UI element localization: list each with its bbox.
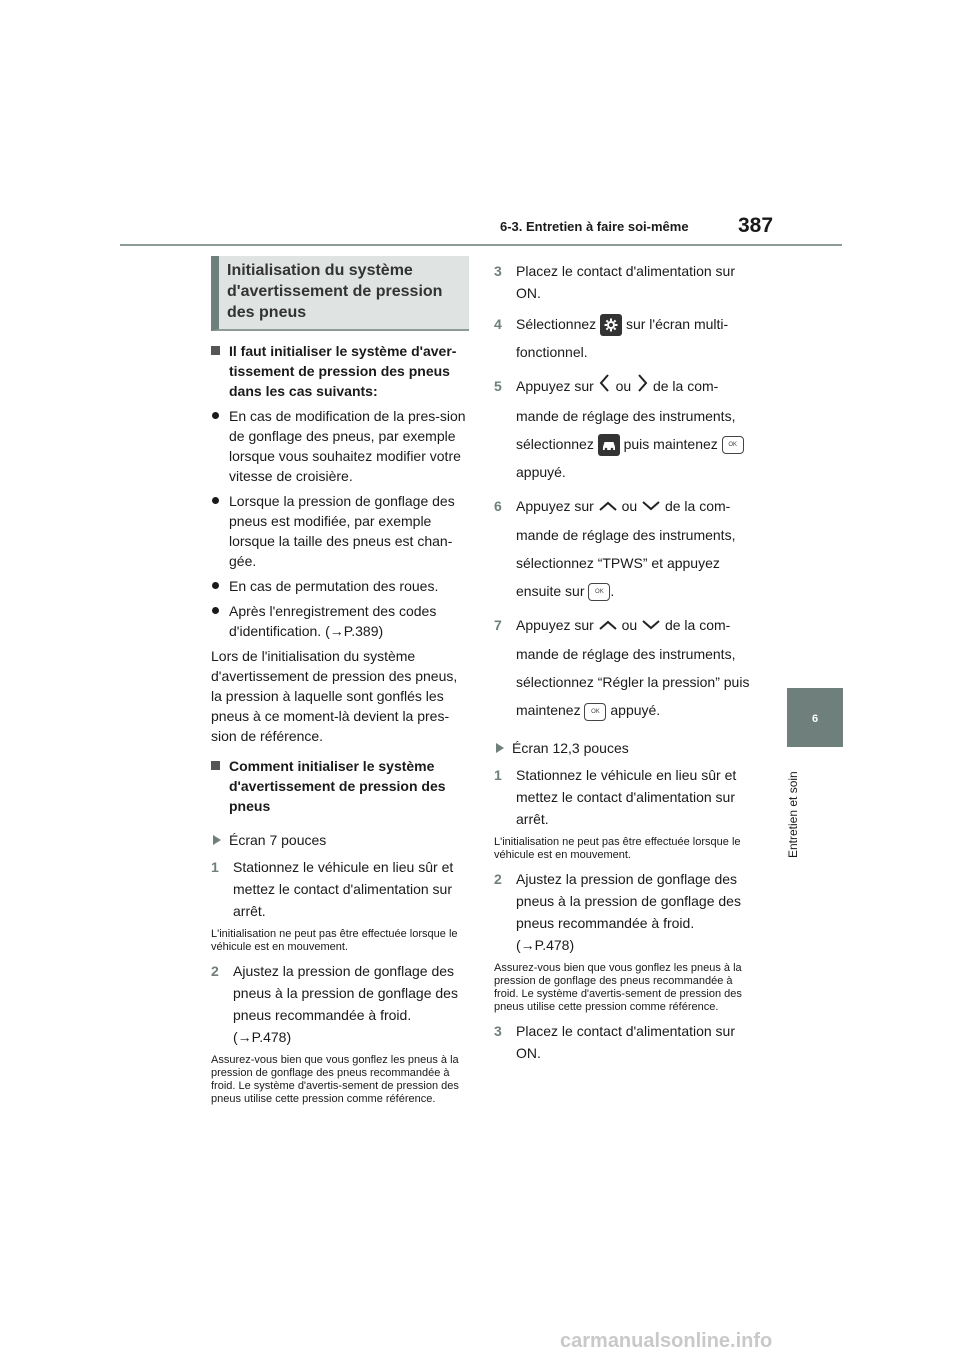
left-column (211, 256, 469, 1106)
step-text: appuyé. (516, 463, 566, 480)
step-number: 5 (494, 378, 502, 394)
square-bullet-icon (211, 761, 220, 770)
chevron-up-icon (598, 493, 618, 521)
paragraph-reference: Lors de l'initialisation du système d'avertissement de pression des pneus, la pression à laquelle sont gonflés les pneus à ce moment-là devient la pres-sion de référence. (211, 648, 458, 744)
step-2 (494, 868, 752, 956)
step-text: de la com-mande de réglage des instruments, sélectionnez (516, 378, 736, 452)
right-column (494, 254, 752, 1064)
triangle-bullet-icon (496, 743, 504, 753)
step-3 (494, 260, 752, 304)
screen-variant-12 (494, 738, 752, 758)
step-number: 3 (494, 263, 502, 279)
square-bullet-icon (211, 346, 220, 355)
step-text: Appuyez sur (516, 497, 594, 514)
chevron-down-icon (641, 493, 661, 521)
step-text: Ajustez la pression de gonflage des pneus à la pression de gonflage des pneus recommandée à froid. (→P.478) (516, 871, 741, 954)
subheading-cases-text: Il faut initialiser le système d'aver-tissement de pression des pneus dans les cas suivants: (229, 343, 457, 399)
step-number: 2 (211, 963, 219, 979)
list-item-text: Après l'enregistrement des codes d'identification. (→P.389) (229, 603, 437, 639)
step-text: Sélectionnez (516, 316, 597, 332)
subheading-cases (211, 341, 469, 401)
list-item (211, 491, 469, 571)
list-item (211, 576, 469, 596)
chapter-side-label (782, 760, 808, 860)
step-text: Placez le contact d'alimentation sur ON. (516, 1023, 736, 1062)
subheading-how-to-text: Comment initialiser le système d'avertissement de pression des pneus (229, 758, 446, 814)
step-number: 2 (494, 871, 502, 888)
step-text: Stationnez le véhicule en lieu sûr et mettez le contact d'alimentation sur arrêt. (233, 859, 454, 919)
step-1 (494, 764, 752, 830)
chevron-up-icon (598, 612, 618, 640)
chevron-right-icon (635, 373, 649, 402)
step-3 (494, 1020, 752, 1064)
step-number: 6 (494, 497, 502, 514)
chapter-tab: 6 (787, 688, 843, 747)
step-7 (494, 611, 752, 724)
car-tpms-icon (598, 434, 620, 456)
chevron-left-icon (598, 373, 612, 402)
list-item (211, 406, 469, 486)
step-number: 1 (494, 767, 502, 784)
step-text: Stationnez le véhicule en lieu sûr et mettez le contact d'alimentation sur arrêt. (516, 767, 737, 828)
step-text: Ajustez la pression de gonflage des pneus à la pression de gonflage des pneus recommandée à froid. (→P.478) (233, 963, 458, 1045)
watermark: carmanualsonline.info (560, 1330, 773, 1352)
step-text: sur l'écran multi-fonctionnel. (516, 316, 729, 360)
step-text: ou (621, 497, 638, 514)
step-text: Placez le contact d'alimentation sur ON. (516, 263, 736, 301)
bullet-dot-icon (212, 607, 219, 614)
step-5 (494, 372, 752, 486)
step-text: puis maintenez (623, 435, 718, 452)
chapter-side-label-text: Entretien et soin (786, 771, 800, 858)
step-number: 3 (494, 1023, 502, 1040)
step-text: de la com-mande de réglage des instruments, sélectionnez “TPWS” et appuyez ensuite sur (516, 497, 736, 600)
step-text: Appuyez sur (516, 617, 594, 634)
step-number: 7 (494, 617, 502, 634)
triangle-bullet-icon (213, 835, 221, 845)
section-heading: Initialisation du système d'avertissement de pression des pneus (211, 256, 469, 331)
subheading-how-to (211, 756, 469, 816)
gear-icon (600, 314, 622, 336)
section-title: 6-3. Entretien à faire soi-même (500, 219, 689, 234)
note: Assurez-vous bien que vous gonflez les pneus à la pression de gonflage des pneus recommandée à froid. Le système d'avertis-sement de pression des pneus utilise cette pression comme référence. (494, 962, 742, 1014)
step-text: Appuyez sur (516, 378, 594, 394)
step-number: 4 (494, 316, 502, 332)
bullet-dot-icon (212, 412, 219, 419)
list-item-text: Lorsque la pression de gonflage des pneus est modifiée, par exemple lorsque la taille des pneus est chan-gée. (229, 493, 455, 569)
header-rule (120, 244, 842, 246)
note: L'initialisation ne peut pas être effectuée lorsque le véhicule est en mouvement. (211, 928, 458, 953)
step-4 (494, 310, 752, 366)
bullet-dot-icon (212, 497, 219, 504)
screen-variant-7-text: Écran 7 pouces (229, 832, 327, 848)
step-text: appuyé. (610, 702, 661, 719)
list-item-text: En cas de permutation des roues. (229, 578, 439, 594)
step-text: . (610, 583, 615, 600)
step-6 (494, 492, 752, 605)
step-2 (211, 960, 469, 1048)
step-text: ou (615, 378, 632, 394)
screen-variant-12-text: Écran 12,3 pouces (512, 740, 629, 757)
bullet-dot-icon (212, 582, 219, 589)
page-number: 387 (738, 214, 774, 237)
step-text: ou (621, 617, 638, 634)
ok-button-icon: OK (584, 703, 606, 721)
chevron-down-icon (641, 612, 661, 640)
note: L'initialisation ne peut pas être effectuée lorsque le véhicule est en mouvement. (494, 836, 741, 862)
list-item (211, 601, 469, 641)
ok-button-icon: OK (722, 436, 744, 454)
step-text: de la com-mande de réglage des instruments, sélectionnez “Régler la pression” puis maintenez (516, 617, 750, 719)
list-item-text: En cas de modification de la pres-sion de gonflage des pneus, par exemple lorsque vous souhaitez modifier votre vitesse de croisière. (229, 408, 466, 484)
step-1 (211, 856, 469, 922)
screen-variant-7 (211, 830, 469, 850)
ok-button-icon: OK (588, 583, 610, 601)
note: Assurez-vous bien que vous gonflez les pneus à la pression de gonflage des pneus recommandée à froid. Le système d'avertis-sement de pression des pneus utilise cette pression comme référence. (211, 1054, 459, 1105)
step-number: 1 (211, 859, 219, 875)
